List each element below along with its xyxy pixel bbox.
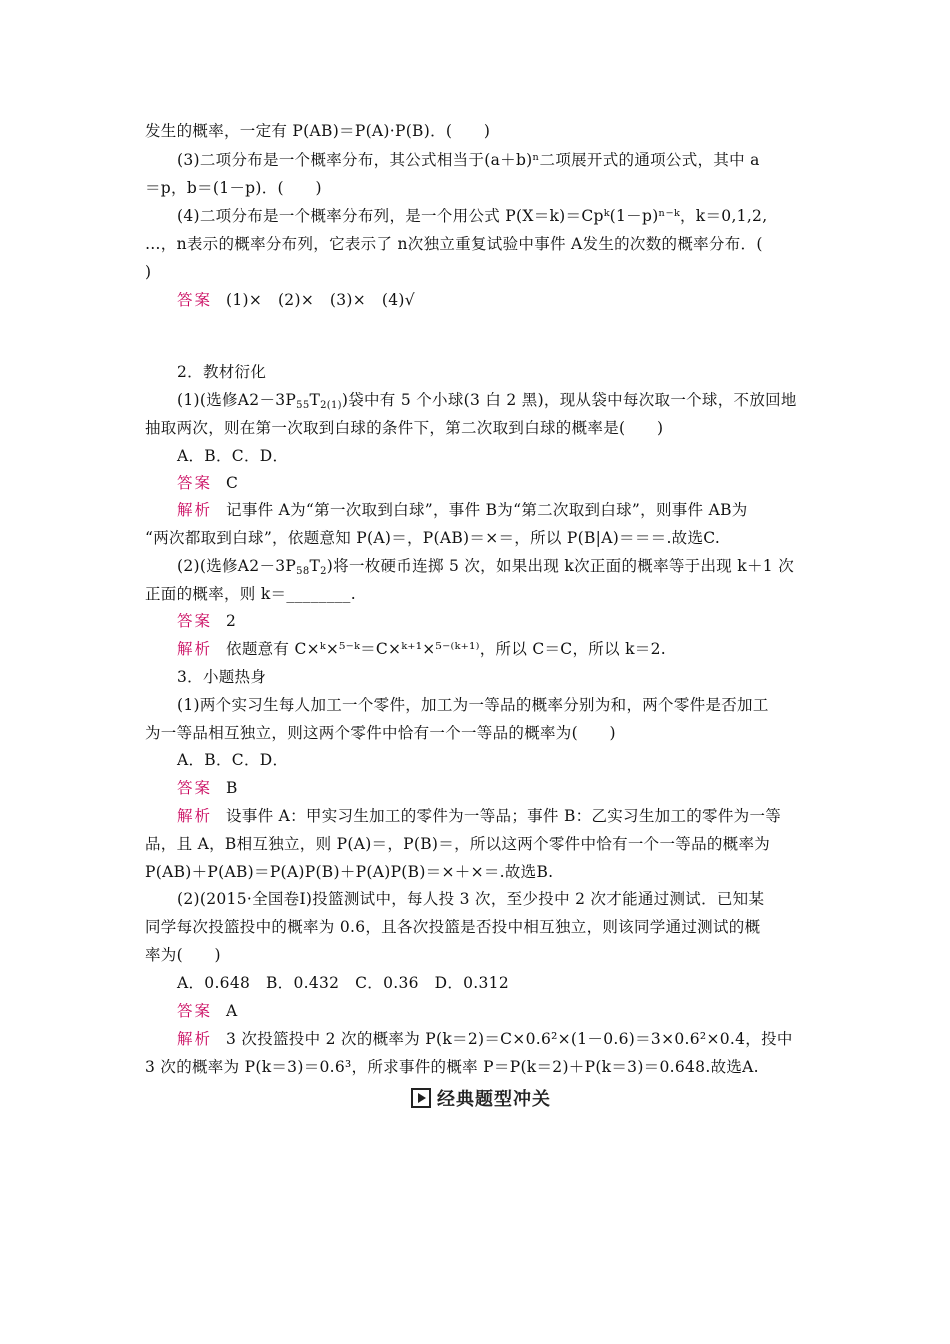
explanation-label: 解析 [177,1030,213,1048]
explanation-label: 解析 [177,640,213,658]
section-banner [411,1086,551,1110]
question-line: (2)(选修$A2-3P_{58}T_2$)将一枚硬币连掷 5 次，如果出现 k次正面的概率等于出现 k＋1 次 [177,557,794,577]
explanation-label: 解析 [177,807,213,825]
question-line: 同学每次投篮投中的概率为 0.6，且各次投篮是否投中相互独立，则该同学通过测试的概 [145,918,761,936]
answer-text: C [226,474,239,492]
section-title: 3．小题热身 [177,668,267,686]
explanation-line: 品，且 A，B相互独立，则 P(A)＝，P(B)＝，所以这两个零件中恰有一个一等品的概率为 [145,835,771,853]
answer-line [177,1001,837,1021]
answer-label: 答案 [177,291,213,309]
answer-line [177,473,837,493]
answer-label: 答案 [177,474,213,492]
answer-line [177,290,837,310]
text-line: …，n表示的概率分布列，它表示了 n次独立重复试验中事件 A发生的次数的概率分布．( [145,235,763,253]
answer-line [177,611,837,631]
answer-line [177,778,837,798]
play-icon [411,1088,431,1108]
text-line: (4)二项分布是一个概率分布列，是一个用公式 P(X＝k)＝Cpᵏ(1－p)ⁿ⁻ᵏ，k＝0,1,2, [177,207,768,225]
section-title: 2．教材衍化 [177,363,267,381]
answer-text: A [226,1002,238,1020]
question-line: 抽取两次，则在第一次取到白球的条件下，第二次取到白球的概率是( ) [145,419,664,437]
text-line: ＝p，b＝(1－p)．( ) [145,179,322,197]
explanation-line: “两次都取到白球”，依题意知 P(A)＝，P(AB)＝×＝，所以 P(B|A)＝＝＝.故选C. [145,529,721,547]
question-line: 为一等品相互独立，则这两个零件中恰有一个一等品的概率为( ) [145,724,616,742]
explanation-line: 解析 依题意有 C×ᵏ×⁵⁻ᵏ＝C×ᵏ⁺¹×⁵⁻⁽ᵏ⁺¹⁾，所以 C＝C，所以 k＝2. [177,640,666,658]
options-line: A．B．C．D． [177,751,289,769]
answer-text: B [226,779,238,797]
question-line: (1)两个实习生每人加工一个零件，加工为一等品的概率分别为和，两个零件是否加工 [177,696,769,714]
answer-label: 答案 [177,779,213,797]
banner-title: 经典题型冲关 [437,1089,551,1110]
question-line: 率为( ) [145,946,221,964]
text-line: (3)二项分布是一个概率分布，其公式相当于(a＋b)ⁿ二项展开式的通项公式，其中 a [177,151,760,169]
explanation-line: 3 次的概率为 P(k＝3)＝0.6³，所求事件的概率 P＝P(k＝2)＋P(k＝3)＝0.648.故选A. [145,1058,759,1076]
options-line: A．0.648 B．0.432 C．0.36 D．0.312 [177,974,510,992]
explanation-line: 解析 记事件 A为“第一次取到白球”，事件 B为“第二次取到白球”，则事件 AB为 [177,501,748,519]
text-line: ) [145,263,152,281]
text-line: 发生的概率，一定有 P(AB)＝P(A)·P(B)．( ) [145,122,491,140]
question-line: (1)(选修$A2-3P_{55}T_{2(1)}$)袋中有 5 个小球(3 白 2 黑)，现从袋中每次取一个球，不放回地 [177,391,797,411]
options-line: A．B．C．D． [177,447,289,465]
explanation-line: 解析 3 次投篮投中 2 次的概率为 P(k＝2)＝C×0.6²×(1－0.6)＝3×0.6²×0.4，投中 [177,1030,793,1048]
question-line: 正面的概率，则 k＝________. [145,585,356,603]
answer-label: 答案 [177,1002,213,1020]
explanation-line: 解析 设事件 A：甲实习生加工的零件为一等品；事件 B：乙实习生加工的零件为一等 [177,807,782,825]
explanation-line: P(AB)＋P(AB)＝P(A)P(B)＋P(A)P(B)＝×＋×＝.故选B. [145,863,554,881]
answer-label: 答案 [177,612,213,630]
answer-text: (1)× (2)× (3)× (4)√ [226,291,415,309]
answer-text: 2 [226,612,237,630]
question-line: (2)(2015·全国卷Ⅰ)投篮测试中，每人投 3 次，至少投中 2 次才能通过测试．已知某 [177,890,765,908]
explanation-label: 解析 [177,501,213,519]
